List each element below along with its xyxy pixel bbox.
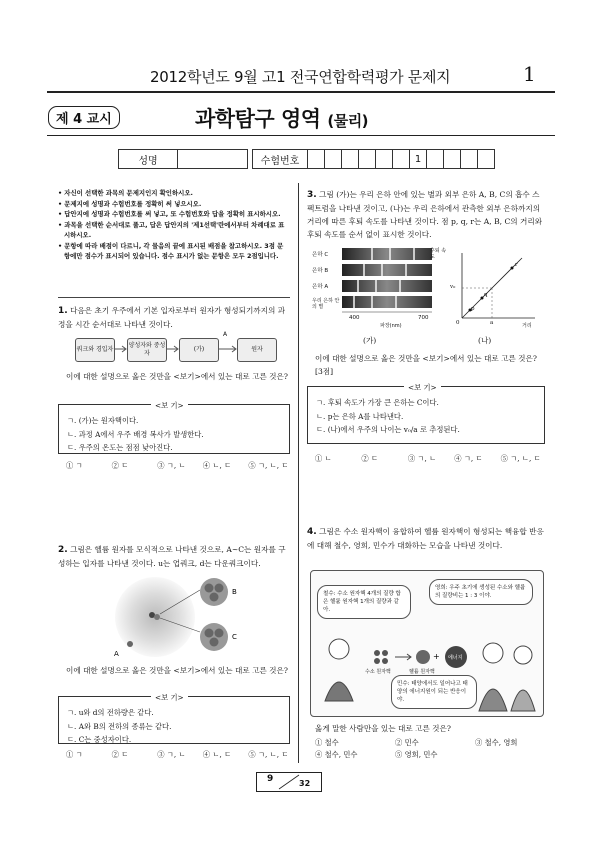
spectrum-diagram [312,248,432,328]
hydrogen-nucleus-icon [382,650,388,656]
subject-title [195,103,368,133]
q4-choice[interactable]: ① 철수 [315,738,339,747]
particle-c-group [200,623,228,651]
q2-choice[interactable]: ⑤ ㄱ, ㄴ, ㄷ [248,750,289,759]
instructions [58,188,288,262]
q1-choices [66,461,294,471]
notes-rule [58,297,290,298]
q2-box-title: <보 기> [151,691,188,705]
exam-no-cell[interactable] [444,149,461,169]
q3-stem: 그림 (가)는 우리 은하 안에 있는 별과 외부 은하 A, B, C의 흡수 스펙트럼을 나타낸 것이고, (나)는 우리 은하에서 관측한 외부 은하까지의 거리에 따른 후퇴 속도를 나타낸 것이다. 점 p, q, r는 A, B, C의 거리와 후퇴 속도를 순서 없이 표시한 것이다. [307,190,543,239]
hydrogen-nucleus-icon [382,658,388,664]
exam-no-cell[interactable] [427,149,444,169]
point-label: p [471,306,475,312]
hydrogen-nucleus-icon [374,658,380,664]
graph-xlabel: 거리 [522,323,532,329]
flow-arrow [166,346,178,352]
person-minsu-head [514,646,532,664]
q2-number: 2. [58,545,68,555]
flow-box-1: 쿼크와 경입자 [75,338,115,362]
helium-nucleus-icon [416,650,430,664]
label-a: A [114,650,119,658]
caption-b: (나) [478,336,492,345]
flow-box-3: (가) [179,338,219,362]
quark-d-icon [215,629,224,638]
subheader-rule [47,135,555,136]
q1-item: ㄴ. 과정 A에서 우주 배경 복사가 발생한다. [67,429,204,439]
particle-b-group [200,578,228,606]
axis-tick: 700 [418,315,429,321]
q1-choice[interactable]: ③ ㄱ, ㄴ [157,461,186,470]
person-younghee-head [483,643,503,663]
subject-paren: (물리) [327,112,369,130]
caption-a: (가) [363,336,377,345]
point-label: r [515,262,518,268]
person-minsu-body [511,690,535,711]
instruction-item: • 문제지에 성명과 수험번호를 정확히 써 넣으시오. [58,199,202,208]
dialogue-illustration [310,570,544,717]
label-b: B [232,588,237,596]
exam-no-cell[interactable] [342,149,359,169]
q3-number: 3. [307,190,317,200]
q1-item: ㄱ. (가)는 원자핵이다. [67,416,139,425]
session-badge: 제 4 교시 [48,106,120,129]
subject-name: 과학탐구 영역 [195,107,321,131]
q1-question: 이에 대한 설명으로 옳은 것만을 <보기>에서 있는 대로 고른 것은? [66,372,288,381]
diagram-label-energy: 에너지 [448,655,463,661]
q4-choice[interactable]: ⑤ 영희, 민수 [395,750,438,759]
q4-choices [315,737,547,761]
q3-item: ㄷ. (나)에서 우주의 나이는 v₀/a 로 추정된다. [316,425,460,434]
spectrum-label: 우리 은하 안의 별 [312,298,340,310]
nucleus [154,614,160,620]
q1-box-title: <보 기> [151,399,188,413]
quark-d-icon [210,593,219,602]
point-label: q [484,292,488,298]
flow-arrow [114,346,126,352]
cartoon-art [311,571,543,716]
q2-item: ㄱ. u와 d의 전하량은 같다. [67,708,154,717]
q4-choice[interactable]: ② 민수 [395,738,419,747]
exam-no-cell[interactable] [478,149,495,169]
q2-item: ㄴ. A와 B의 전하의 종류는 같다. [67,721,172,731]
speech-bubble-younghee: 영희: 우주 초기에 생성된 수소와 헬륨의 질량비는 1 : 3 이야. [429,579,533,605]
person-cheolsu-head [329,639,349,659]
q3-choice[interactable]: ④ ㄱ, ㄷ [454,454,483,463]
spectrum-label: 은하 A [312,284,329,290]
exam-no-cell[interactable] [325,149,342,169]
q1-flow-diagram [75,331,275,365]
diagram-label-helium: 헬륨 원자핵 [409,669,435,675]
diagram-label-hydrogen: 수소 원자핵 [365,669,391,675]
origin-tick: 0 [456,320,460,326]
q3-choice[interactable]: ① ㄴ [315,454,332,463]
name-field[interactable] [178,149,248,169]
page-number: 1 [523,62,536,86]
page-indicator-box [256,772,322,792]
q2-choice[interactable]: ④ ㄴ, ㄷ [202,750,232,759]
q2-choice[interactable]: ② ㄷ [111,750,129,759]
name-label: 성명 [118,149,178,169]
point-r [511,267,514,270]
q4-number: 4. [307,527,317,537]
question-2 [58,543,290,570]
q1-options-box [58,401,290,454]
plus-sign: + [433,652,440,661]
particle-a [127,641,133,647]
q2-stem: 그림은 헬륨 원자를 모식적으로 나타낸 것으로, A~C는 원자를 구성하는 입자를 나타낸 것이다. u는 업쿼크, d는 다운쿼크이다. [58,545,286,568]
flow-arrow-label: A [223,331,228,338]
q1-item: ㄷ. 우주의 온도는 점점 낮아진다. [67,443,173,452]
arrow-icon [395,654,411,660]
q3-options-box [307,383,545,444]
q3-item: ㄴ. p는 은하 A를 나타낸다. [316,411,404,421]
q1-choice[interactable]: ② ㄷ [111,461,129,470]
name-exam-row [118,149,495,169]
q4-stem: 그림은 수소 원자핵이 융합하여 헬륨 원자핵이 형성되는 핵융합 반응에 대해 철수, 영희, 민수가 대화하는 모습을 나타낸 것이다. [307,527,544,550]
column-divider [298,183,299,763]
header-rule [47,91,555,93]
exam-no-cell[interactable] [461,149,478,169]
q1-choice[interactable]: ① ㄱ [66,461,83,470]
speech-bubble-cheolsu: 철수: 수소 원자핵 4개의 질량 합은 헬륨 원자핵 1개의 질량과 같아. [317,585,411,619]
flow-arrow [218,346,236,352]
person-younghee-body [479,689,507,711]
spectrum-strip [342,264,432,276]
q3-choice[interactable]: ⑤ ㄱ, ㄴ, ㄷ [500,454,541,463]
exam-no-cell[interactable] [308,149,325,169]
instruction-item: • 답안지에 성명과 수험번호를 써 넣고, 또 수험번호와 답을 정확히 표시하시오. [58,210,281,218]
q2-choices [66,750,294,760]
spectrum-label: 은하 B [312,268,329,274]
exam-no-digit: 1 [410,149,427,169]
spectrum-label: 은하 C [312,252,329,258]
helium-atom-diagram [110,572,260,662]
q3-choice[interactable]: ③ ㄱ, ㄴ [407,454,437,463]
exam-no-cell[interactable] [359,149,376,169]
q2-choice[interactable]: ③ ㄱ, ㄴ [157,750,186,759]
label-c: C [232,633,237,641]
y-tick: v₀ [450,284,456,290]
person-cheolsu-body [325,682,353,701]
instruction-item: • 문항에 따라 배점이 다르니, 각 물음의 끝에 표시된 배점을 참고하시오. 3점 문항에만 점수가 표시되어 있습니다. 점수 표시가 없는 문항은 모두 2점입니다. [58,241,284,260]
q4-choice[interactable]: ④ 철수, 민수 [315,750,358,759]
q2-options-box [58,693,290,744]
exam-no-dash [393,149,410,169]
quark-u-icon [215,584,224,593]
instruction-item: • 과목을 선택한 순서대로 풀고, 답은 답안지의 '제1선택'란에서부터 차례대로 표시하시오. [58,220,285,239]
quark-u-icon [205,584,214,593]
spectrum-strip [342,296,432,308]
quark-u-icon [205,629,214,638]
instruction-item: • 자신이 선택한 과목의 문제지인지 확인하시오. [58,189,193,197]
page-total: 32 [299,779,311,788]
quark-d-icon [210,638,219,647]
question-3 [307,188,545,241]
q1-choice[interactable]: ⑤ ㄱ, ㄴ, ㄷ [248,461,289,470]
flow-box-4: 원자 [237,338,277,362]
q2-question: 이에 대한 설명으로 옳은 것만을 <보기>에서 있는 대로 고른 것은? [66,666,288,675]
q3-choice[interactable]: ② ㄷ [361,454,379,463]
q3-box-title: <보 기> [404,381,441,395]
exam-no-cell[interactable] [376,149,393,169]
q2-item: ㄷ. C는 중성자이다. [67,735,132,744]
hubble-graph [430,248,540,333]
x-tick: a [490,320,494,326]
q2-choice[interactable]: ① ㄱ [66,750,83,759]
q3-item: ㄱ. 후퇴 속도가 가장 큰 은하는 C이다. [316,398,439,407]
exam-no-label: 수험번호 [252,149,308,169]
q1-number: 1. [58,306,68,316]
spectrum-strip [342,248,432,260]
flow-arrows [75,335,275,365]
q1-stem: 다음은 초기 우주에서 기본 입자로부터 원자가 형성되기까지의 과정을 시간 순서대로 나타낸 것이다. [58,306,286,329]
spectrum-strip [342,280,432,292]
q3-choices [315,454,547,464]
q3-question: 이에 대한 설명으로 옳은 것만을 <보기>에서 있는 대로 고른 것은? [3점] [315,354,537,376]
q1-choice[interactable]: ④ ㄴ, ㄷ [202,461,232,470]
axis-tick: 400 [349,315,360,321]
page-current: 9 [267,774,274,784]
q4-question: 옳게 말한 사람만을 있는 대로 고른 것은? [315,724,451,733]
hydrogen-nucleus-icon [374,650,380,656]
speech-bubble-minsu: 민수: 태양에서도 일어나고 태양의 에너지원이 되는 반응이야. [391,675,477,709]
question-1 [58,304,290,331]
axis-label: 파장(nm) [380,323,402,329]
graph-ylabel: 후퇴 속도 [430,248,447,260]
exam-title: 2012학년도 9월 고1 전국연합학력평가 문제지 [150,68,451,86]
q4-choice[interactable]: ③ 철수, 영희 [475,738,518,747]
question-4 [307,525,545,552]
flow-box-2: 양성자와 중성자 [127,338,167,362]
